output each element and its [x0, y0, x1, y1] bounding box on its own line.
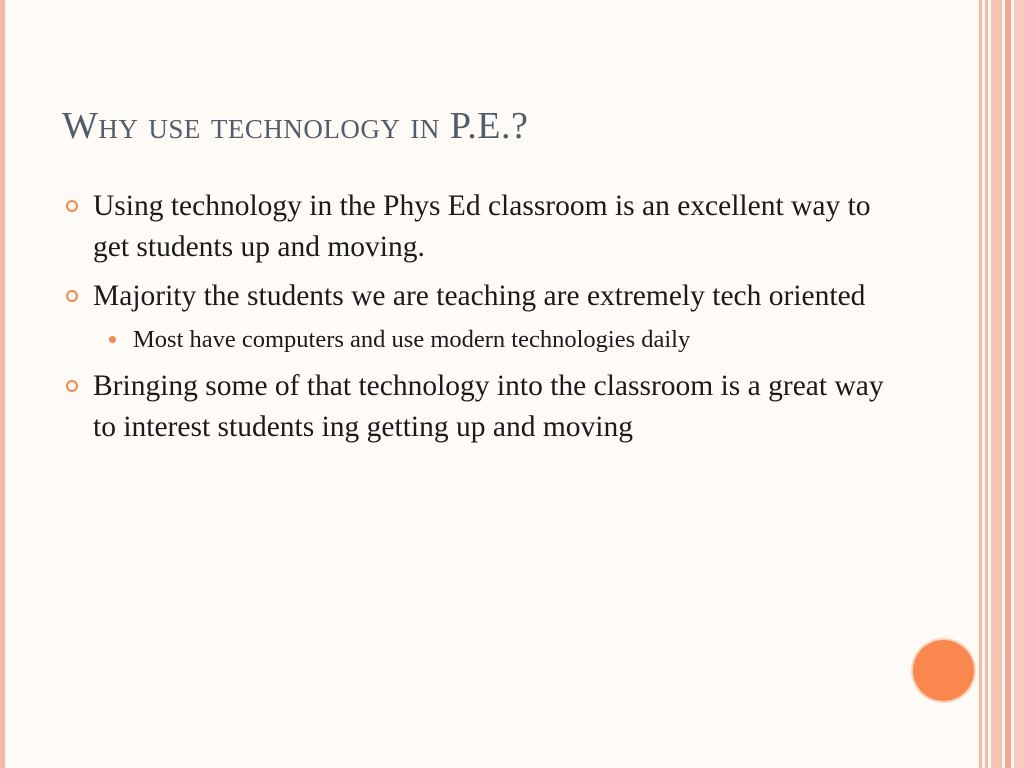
bullet-text: Bringing some of that technology into the classroom is a great way to interest students ing getting up and moving: [93, 370, 884, 443]
accent-circle: [913, 640, 974, 701]
bullet-item: [62, 366, 892, 447]
sub-bullet-item: [109, 323, 892, 358]
bullet-ring-icon: [66, 200, 78, 212]
right-decorative-stripes: [979, 0, 1024, 768]
bullet-text: Majority the students we are teaching are extremely tech oriented: [93, 280, 866, 312]
stripe: [1005, 0, 1011, 768]
bullet-dot-icon: [109, 336, 116, 343]
bullet-ring-icon: [66, 290, 78, 302]
bullet-item: [62, 276, 892, 317]
slide-content: [62, 186, 892, 456]
bullet-text: Using technology in the Phys Ed classroom is an excellent way to get students up and moving.: [93, 190, 871, 263]
stripe: [991, 0, 1002, 768]
bullet-ring-icon: [66, 380, 78, 392]
sub-bullet-text: Most have computers and use modern technologies daily: [133, 325, 691, 353]
slide-title: Why use technology in P.E.?: [62, 105, 529, 147]
stripe: [979, 0, 982, 768]
bullet-item: [62, 186, 892, 267]
stripe: [1014, 0, 1024, 768]
left-border-stripe: [0, 0, 5, 768]
stripe: [985, 0, 988, 768]
